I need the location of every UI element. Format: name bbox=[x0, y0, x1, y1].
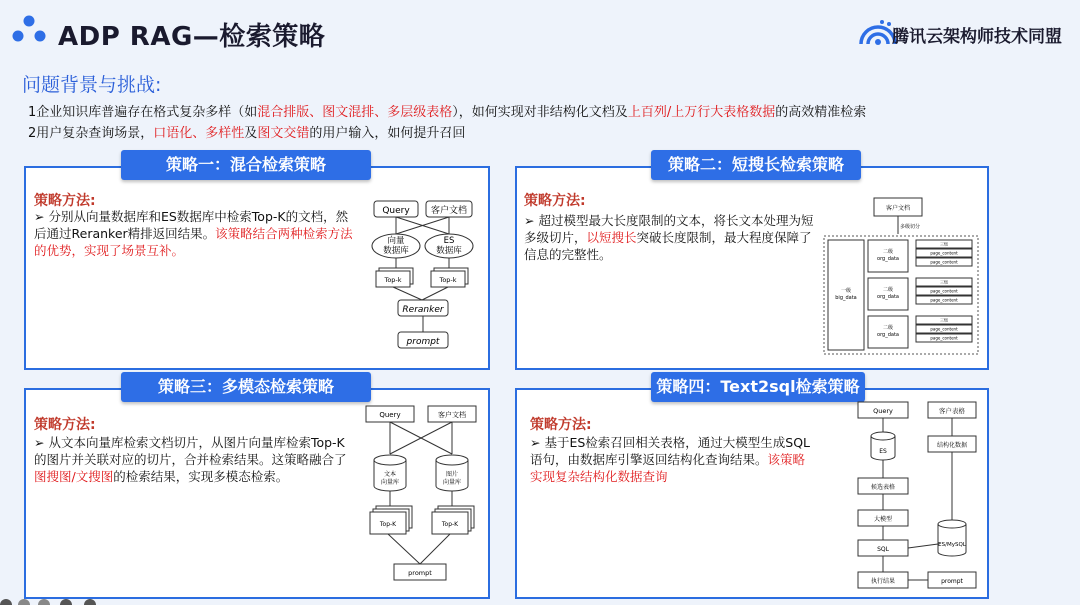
svg-text:三级: 三级 bbox=[940, 241, 948, 247]
svg-text:一级: 一级 bbox=[840, 288, 852, 294]
svg-text:候选表格: 候选表格 bbox=[870, 484, 896, 491]
svg-text:org_data: org_data bbox=[877, 294, 899, 300]
svg-text:org_data: org_data bbox=[877, 332, 899, 338]
svg-text:客户文档: 客户文档 bbox=[430, 206, 468, 216]
svg-text:客户文档: 客户文档 bbox=[438, 411, 466, 419]
svg-text:prompt: prompt bbox=[941, 578, 963, 585]
svg-text:ES: ES bbox=[443, 236, 455, 246]
panel-title-4: 策略四：Text2sql检索策略 bbox=[651, 372, 865, 402]
svg-text:二级: 二级 bbox=[882, 325, 894, 331]
hybrid-retrieval-diagram bbox=[362, 194, 482, 354]
svg-text:向量库: 向量库 bbox=[380, 479, 400, 486]
svg-text:Reranker: Reranker bbox=[402, 305, 444, 315]
svg-text:文本: 文本 bbox=[383, 471, 397, 478]
svg-text:执行结果: 执行结果 bbox=[870, 578, 896, 585]
svg-text:Top-K: Top-K bbox=[441, 521, 459, 528]
svg-text:org_data: org_data bbox=[877, 256, 899, 262]
method-heading-1: 策略方法: bbox=[34, 193, 96, 209]
svg-text:SQL: SQL bbox=[877, 546, 889, 553]
svg-text:prompt: prompt bbox=[406, 337, 440, 347]
svg-text:Top-k: Top-k bbox=[439, 276, 457, 284]
svg-text:多级切分: 多级切分 bbox=[899, 224, 921, 230]
logo-dots-icon bbox=[12, 14, 46, 44]
pen-icon bbox=[18, 599, 30, 605]
svg-text:结构化数据: 结构化数据 bbox=[936, 442, 968, 449]
left-arrow-icon bbox=[0, 599, 12, 605]
svg-text:客户文档: 客户文档 bbox=[885, 205, 911, 212]
svg-text:数据库: 数据库 bbox=[436, 246, 462, 256]
svg-text:page_content: page_content bbox=[930, 288, 958, 294]
method-heading-2: 策略方法: bbox=[524, 193, 586, 209]
svg-text:三级: 三级 bbox=[940, 279, 948, 285]
svg-text:Top-k: Top-k bbox=[384, 276, 402, 284]
svg-text:二级: 二级 bbox=[882, 287, 894, 293]
panel-title-1: 策略一：混合检索策略 bbox=[121, 150, 371, 180]
svg-text:page_content: page_content bbox=[930, 259, 958, 265]
panel-title-2: 策略二：短搜长检索策略 bbox=[651, 150, 861, 180]
svg-text:page_content: page_content bbox=[930, 326, 958, 332]
zoom-icon bbox=[38, 599, 50, 605]
method-text-3: ➢ 从文本向量库检索文档切片，从图片向量库检索Top-K的图片并关联对应的切片，合并检索结果。这策略融合了图搜图/文搜图的检索结果，实现多模态检索。 bbox=[34, 435, 347, 484]
svg-text:向量: 向量 bbox=[387, 236, 405, 246]
challenge-line-2: 2用户复杂查询场景，口语化、多样性及图文交错的用户输入，如何提升召回 bbox=[28, 126, 466, 141]
svg-text:图片: 图片 bbox=[445, 471, 459, 478]
short-long-retrieval-diagram bbox=[822, 192, 982, 358]
svg-text:ES/MySQL: ES/MySQL bbox=[938, 542, 966, 548]
svg-text:Query: Query bbox=[382, 206, 410, 216]
svg-text:向量库: 向量库 bbox=[442, 479, 462, 486]
bottom-toolbar[interactable] bbox=[0, 595, 110, 605]
page-title: ADP RAG—检索策略 bbox=[58, 22, 326, 52]
svg-text:二级: 二级 bbox=[882, 249, 894, 255]
method-text-1: ➢ 分别从向量数据库和ES数据库中检索Top-K的文档，然后通过Reranker精排返回结果。该策略结合两种检索方法的优势，实现了场景互补。 bbox=[34, 209, 353, 258]
svg-text:Top-K: Top-K bbox=[379, 521, 397, 528]
svg-text:page_content: page_content bbox=[930, 250, 958, 256]
svg-text:三级: 三级 bbox=[940, 317, 948, 323]
method-heading-3: 策略方法: bbox=[34, 417, 96, 433]
svg-text:数据库: 数据库 bbox=[383, 246, 409, 256]
section-heading: 问题背景与挑战: bbox=[22, 74, 162, 96]
right-arrow-icon bbox=[84, 599, 96, 605]
svg-text:big_data: big_data bbox=[835, 295, 857, 301]
brand-name: 腾讯云架构师技术同盟 bbox=[892, 27, 1062, 47]
text2sql-diagram bbox=[848, 396, 982, 594]
svg-text:page_content: page_content bbox=[930, 297, 958, 303]
svg-text:Query: Query bbox=[873, 407, 893, 415]
multimodal-retrieval-diagram bbox=[358, 402, 483, 592]
menu-icon bbox=[60, 599, 72, 605]
method-heading-4: 策略方法: bbox=[530, 417, 592, 433]
svg-text:ES: ES bbox=[879, 448, 887, 455]
svg-text:大模型: 大模型 bbox=[873, 516, 893, 523]
svg-text:page_content: page_content bbox=[930, 335, 958, 341]
method-text-4: ➢ 基于ES检索召回相关表格，通过大模型生成SQL语句，由数据库引擎返回结构化查询结果。该策略实现复杂结构化数据查询 bbox=[530, 435, 811, 484]
svg-text:prompt: prompt bbox=[408, 569, 432, 577]
panel-title-3: 策略三：多模态检索策略 bbox=[121, 372, 371, 402]
challenge-line-1: 1企业知识库普遍存在格式复杂多样（如混合排版、图文混排、多层级表格），如何实现对非结构化文档及上百列/上万行大表格数据的高效精准检索 bbox=[28, 105, 867, 120]
svg-text:Query: Query bbox=[379, 411, 401, 419]
method-text-2: ➢ 超过模型最大长度限制的文本，将长文本处理为短多级切片，以短搜长突破长度限制，最大程度保障了信息的完整性。 bbox=[524, 213, 814, 262]
svg-text:客户表格: 客户表格 bbox=[939, 407, 965, 415]
